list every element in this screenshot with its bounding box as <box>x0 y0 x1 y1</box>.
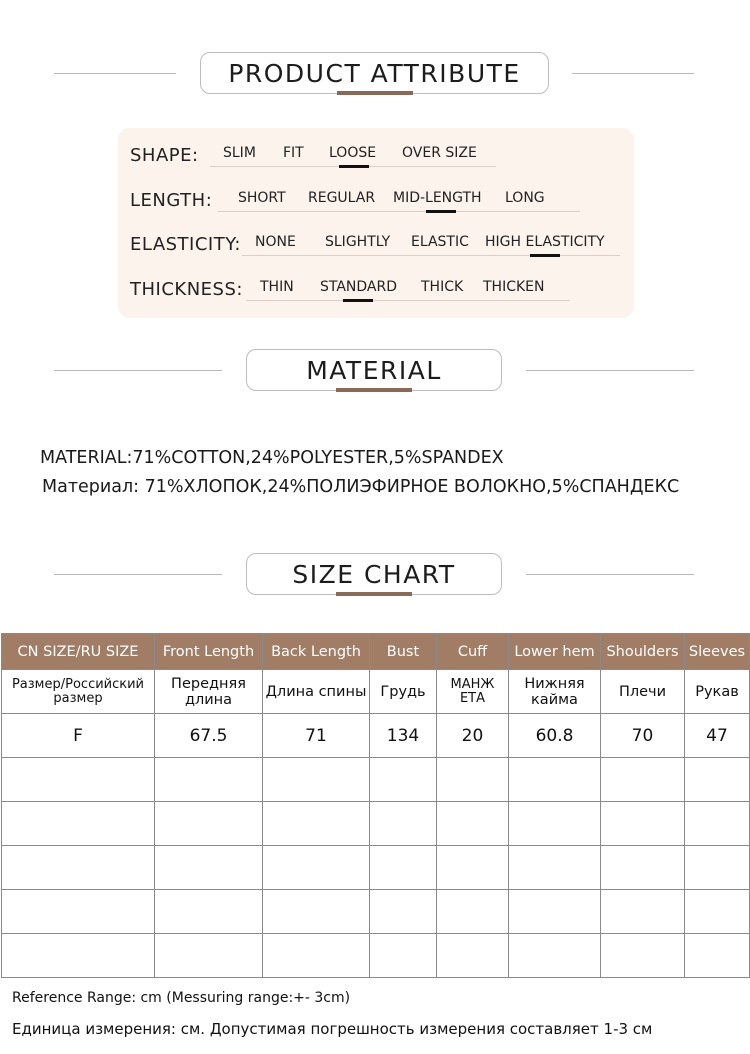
selected-marker <box>339 165 369 168</box>
attribute-row-shape <box>118 143 634 173</box>
table-row-empty <box>2 890 750 934</box>
attribute-option: OVER SIZE <box>402 145 477 161</box>
column-header: Lower hem <box>509 634 601 670</box>
attribute-line <box>242 255 620 256</box>
attribute-option-selected: LOOSE <box>329 145 377 161</box>
column-header-ru: Размер/Российский размер <box>2 670 155 714</box>
attribute-label: SHAPE: <box>130 145 199 166</box>
material-heading <box>0 349 750 393</box>
column-header-ru: Длина спины <box>263 670 370 714</box>
column-header-ru: Нижняя кайма <box>509 670 601 714</box>
column-header-ru: Передняя длина <box>155 670 263 714</box>
attribute-option: FIT <box>283 145 304 161</box>
title-underline <box>336 388 412 392</box>
column-header: CN SIZE/RU SIZE <box>2 634 155 670</box>
column-header: Bust <box>370 634 437 670</box>
table-cell: 67.5 <box>155 714 263 758</box>
table-row-empty <box>2 758 750 802</box>
column-header: Front Length <box>155 634 263 670</box>
attribute-option: NONE <box>255 234 296 250</box>
section-title-pill <box>246 349 502 391</box>
table-row <box>2 714 750 758</box>
reference-note-ru: Единица измерения: см. Допустимая погрешность измерения составляет 1-3 см <box>12 1020 653 1038</box>
table-header-row <box>2 634 750 670</box>
divider-right <box>526 574 694 575</box>
size-chart-heading <box>0 553 750 597</box>
table-cell: 134 <box>370 714 437 758</box>
attribute-option: THICK <box>421 279 464 295</box>
attribute-label: LENGTH: <box>130 190 213 211</box>
attribute-row-length <box>118 188 634 218</box>
attribute-option: SHORT <box>238 190 286 206</box>
attribute-option: THIN <box>260 279 294 295</box>
table-header-row-ru <box>2 670 750 714</box>
section-title-pill <box>246 553 502 595</box>
table-row-empty <box>2 934 750 978</box>
attribute-option-selected: HIGH ELASTICITY <box>485 234 605 250</box>
table-row-empty <box>2 802 750 846</box>
table-cell: 60.8 <box>509 714 601 758</box>
attribute-option-selected: MID-LENGTH <box>393 190 482 206</box>
table-cell: F <box>2 714 155 758</box>
table-row-empty <box>2 846 750 890</box>
divider-left <box>54 370 222 371</box>
column-header: Back Length <box>263 634 370 670</box>
attribute-row-elasticity <box>118 232 634 262</box>
column-header: Sleeves <box>685 634 750 670</box>
reference-note-en: Reference Range: cm (Messuring range:+- 3cm) <box>12 990 351 1006</box>
material-composition-ru: Материал: 71%ХЛОПОК,24%ПОЛИЭФИРНОЕ ВОЛОКНО,5%СПАНДЕКС <box>42 477 680 497</box>
attribute-panel <box>118 128 634 318</box>
selected-marker <box>343 299 373 302</box>
column-header-ru: МАНЖ ЕТА <box>437 670 509 714</box>
divider-left <box>54 574 222 575</box>
size-chart-table <box>1 633 750 978</box>
attribute-line <box>218 211 580 212</box>
column-header-ru: Рукав <box>685 670 750 714</box>
table-cell: 47 <box>685 714 750 758</box>
column-header: Shoulders <box>601 634 685 670</box>
attribute-label: ELASTICITY: <box>130 234 241 255</box>
attribute-option: SLIM <box>223 145 256 161</box>
column-header-ru: Плечи <box>601 670 685 714</box>
attribute-option: THICKEN <box>483 279 545 295</box>
column-header-ru: Грудь <box>370 670 437 714</box>
attribute-label: THICKNESS: <box>130 279 243 300</box>
title-underline <box>336 592 412 596</box>
product-attribute-heading <box>0 52 750 96</box>
attribute-option: LONG <box>505 190 545 206</box>
attribute-option: REGULAR <box>308 190 376 206</box>
section-title: SIZE CHART <box>292 559 456 589</box>
table-cell: 20 <box>437 714 509 758</box>
attribute-option-selected: STANDARD <box>320 279 398 295</box>
selected-marker <box>426 210 456 213</box>
divider-right <box>572 73 694 74</box>
title-underline <box>337 91 413 95</box>
attribute-line <box>246 300 570 301</box>
selected-marker <box>530 254 560 257</box>
column-header: Cuff <box>437 634 509 670</box>
section-title: PRODUCT ATTRIBUTE <box>228 58 521 88</box>
table-cell: 71 <box>263 714 370 758</box>
attribute-option: ELASTIC <box>411 234 469 250</box>
material-composition-en: MATERIAL:71%COTTON,24%POLYESTER,5%SPANDEX <box>40 448 504 468</box>
divider-left <box>54 73 176 74</box>
attribute-option: SLIGHTLY <box>325 234 391 250</box>
section-title: MATERIAL <box>306 355 442 385</box>
table-cell: 70 <box>601 714 685 758</box>
divider-right <box>526 370 694 371</box>
section-title-pill <box>200 52 549 94</box>
attribute-row-thickness <box>118 277 634 307</box>
